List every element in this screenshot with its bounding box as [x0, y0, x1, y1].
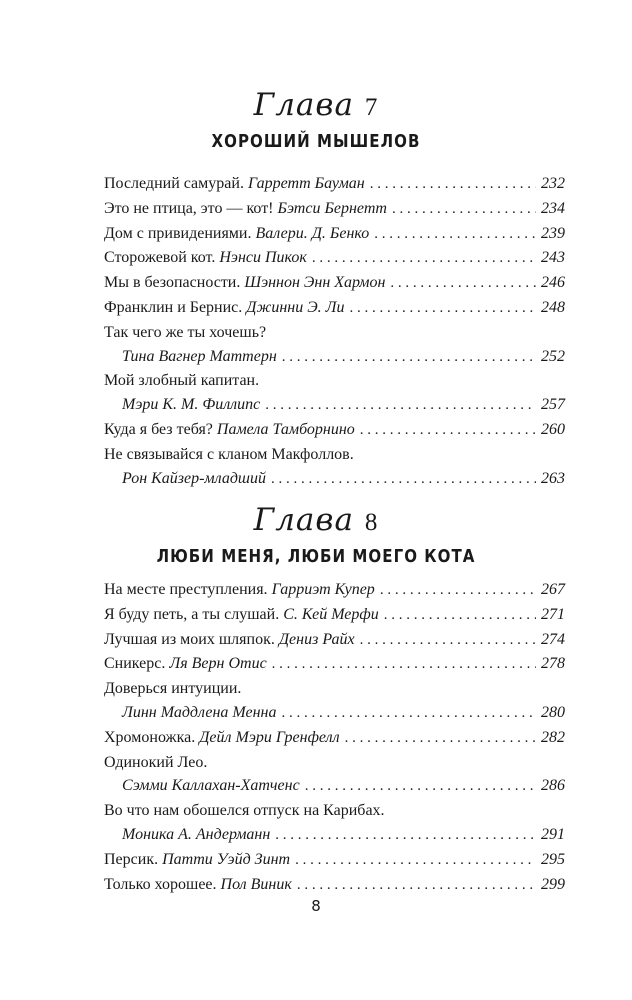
- toc-entry[interactable]: [104, 246, 565, 271]
- toc-entry[interactable]: [104, 443, 565, 492]
- toc-entry[interactable]: [104, 578, 565, 603]
- story-title: Это не птица, это — кот!: [104, 199, 274, 217]
- story-title: Только хорошее.: [104, 875, 217, 893]
- page-folio: 8: [311, 897, 321, 915]
- dot-leader: [374, 223, 536, 247]
- story-author: Пол Виник: [220, 875, 292, 893]
- toc-entry[interactable]: [104, 369, 565, 418]
- page-number: 248: [541, 298, 565, 316]
- chapter-label: [0, 503, 632, 540]
- story-author: Линн Маддлена Менна: [122, 703, 277, 721]
- dot-leader: [305, 775, 536, 799]
- page-number: 257: [541, 396, 565, 414]
- toc-entry[interactable]: [104, 271, 565, 296]
- story-author: Валери. Д. Бенко: [255, 224, 370, 242]
- story-author: Бэтси Бернетт: [277, 199, 387, 217]
- page-number: 239: [541, 224, 565, 242]
- chapter-number: 8: [364, 509, 379, 536]
- story-author: Рон Кайзер-младший: [122, 469, 266, 487]
- dot-leader: [360, 629, 536, 653]
- toc-entry[interactable]: [104, 751, 565, 800]
- chapter-word: Глава: [253, 502, 354, 538]
- toc-entry[interactable]: [104, 799, 565, 848]
- dot-leader: [392, 198, 536, 222]
- dot-leader: [265, 394, 536, 418]
- story-title: Мы в безопасности.: [104, 274, 241, 292]
- toc-entry[interactable]: [104, 726, 565, 751]
- story-author: Моника А. Андерманн: [122, 825, 271, 843]
- story-title: Доверься интуиции.: [104, 680, 242, 698]
- dot-leader: [390, 272, 536, 296]
- story-title: Сникерс.: [104, 655, 166, 673]
- page-number: 232: [541, 175, 565, 192]
- page-number: 243: [541, 249, 565, 267]
- toc-entry[interactable]: [104, 873, 565, 898]
- dot-leader: [384, 604, 536, 628]
- page-number: 299: [541, 875, 565, 893]
- story-title: Я буду петь, а ты слушай.: [104, 605, 280, 623]
- page-number: 263: [541, 469, 565, 487]
- toc-chapter-7: [104, 172, 565, 491]
- chapter-7-heading: [0, 88, 632, 153]
- story-author: Тина Вагнер Маттерн: [122, 347, 277, 365]
- page-number: 271: [541, 605, 565, 623]
- story-author: Патти Уэйд Зинт: [162, 850, 291, 868]
- story-author: Дейл Мэри Гренфелл: [199, 728, 340, 746]
- toc-entry[interactable]: [104, 677, 565, 726]
- story-author: Шэннон Энн Хармон: [244, 274, 386, 292]
- page-number: 286: [541, 777, 565, 795]
- toc-entry[interactable]: [104, 628, 565, 653]
- toc-entry[interactable]: [104, 652, 565, 677]
- story-title: Персик.: [104, 850, 159, 868]
- page-number: 274: [541, 630, 565, 648]
- chapter-word: Глава: [253, 87, 354, 123]
- story-title: Дом с привидениями.: [104, 224, 252, 242]
- page-number: 282: [541, 728, 565, 746]
- story-author: Джинни Э. Ли: [246, 298, 345, 316]
- dot-leader: [275, 824, 536, 848]
- dot-leader: [271, 468, 536, 492]
- toc-entry[interactable]: [104, 172, 565, 197]
- story-title: Сторожевой кот.: [104, 249, 216, 267]
- toc-entry[interactable]: [104, 222, 565, 247]
- page-number: 280: [541, 703, 565, 721]
- dot-leader: [380, 579, 536, 603]
- story-title: Во что нам обошелся отпуск на Карибах.: [104, 802, 385, 820]
- dot-leader: [312, 247, 536, 271]
- dot-leader: [282, 346, 536, 370]
- page-number: 234: [541, 199, 565, 217]
- story-author: Памела Тамборнино: [216, 420, 355, 438]
- story-author: Мэри К. М. Филлипс: [122, 396, 261, 414]
- story-title: Франклин и Бернис.: [104, 298, 243, 316]
- toc-chapter-8: [104, 578, 565, 897]
- chapter-title: ХОРОШИЙ МЫШЕЛОВ: [211, 132, 421, 152]
- dot-leader: [345, 727, 536, 751]
- dot-leader: [360, 419, 536, 443]
- page-number: 260: [541, 420, 565, 438]
- dot-leader: [282, 702, 537, 726]
- story-title: Лучшая из моих шляпок.: [104, 630, 275, 648]
- page-number: 295: [541, 850, 565, 868]
- story-author: Ля Верн Отис: [169, 655, 267, 673]
- toc-entry[interactable]: [104, 197, 565, 222]
- page-number: 267: [541, 581, 565, 598]
- chapter-label: [0, 88, 632, 125]
- page-number: 278: [541, 655, 565, 673]
- toc-entry[interactable]: [104, 603, 565, 628]
- story-title: Хромоножка.: [104, 728, 196, 746]
- page-number: 291: [541, 825, 565, 843]
- dot-leader: [350, 297, 536, 321]
- story-title: Так чего же ты хочешь?: [104, 323, 267, 341]
- story-author: С. Кей Мерфи: [283, 605, 379, 623]
- story-author: Нэнси Пикок: [219, 249, 307, 267]
- toc-entry[interactable]: [104, 321, 565, 370]
- page-number: 246: [541, 274, 565, 292]
- chapter-title: ЛЮБИ МЕНЯ, ЛЮБИ МОЕГО КОТА: [156, 547, 476, 567]
- dot-leader: [272, 653, 536, 677]
- story-title: Последний самурай.: [104, 175, 244, 192]
- dot-leader: [295, 849, 536, 873]
- story-author: Дениз Райх: [278, 630, 355, 648]
- dot-leader: [297, 874, 536, 898]
- story-author: Гарриэт Купер: [271, 581, 375, 598]
- chapter-8-heading: [0, 503, 632, 568]
- story-title: Не связывайся с кланом Макфоллов.: [104, 445, 354, 463]
- page-number: 252: [541, 347, 565, 365]
- story-title: Одинокий Лео.: [104, 753, 208, 771]
- chapter-number: 7: [364, 94, 379, 121]
- story-author: Гарретт Бауман: [247, 175, 365, 192]
- toc-entry[interactable]: [104, 418, 565, 443]
- story-author: Сэмми Каллахан-Хатченс: [122, 777, 300, 795]
- story-title: Куда я без тебя?: [104, 420, 213, 438]
- dot-leader: [370, 173, 536, 197]
- toc-entry[interactable]: [104, 848, 565, 873]
- story-title: Мой злобный капитан.: [104, 372, 260, 390]
- story-title: На месте преступления.: [104, 581, 268, 598]
- toc-entry[interactable]: [104, 296, 565, 321]
